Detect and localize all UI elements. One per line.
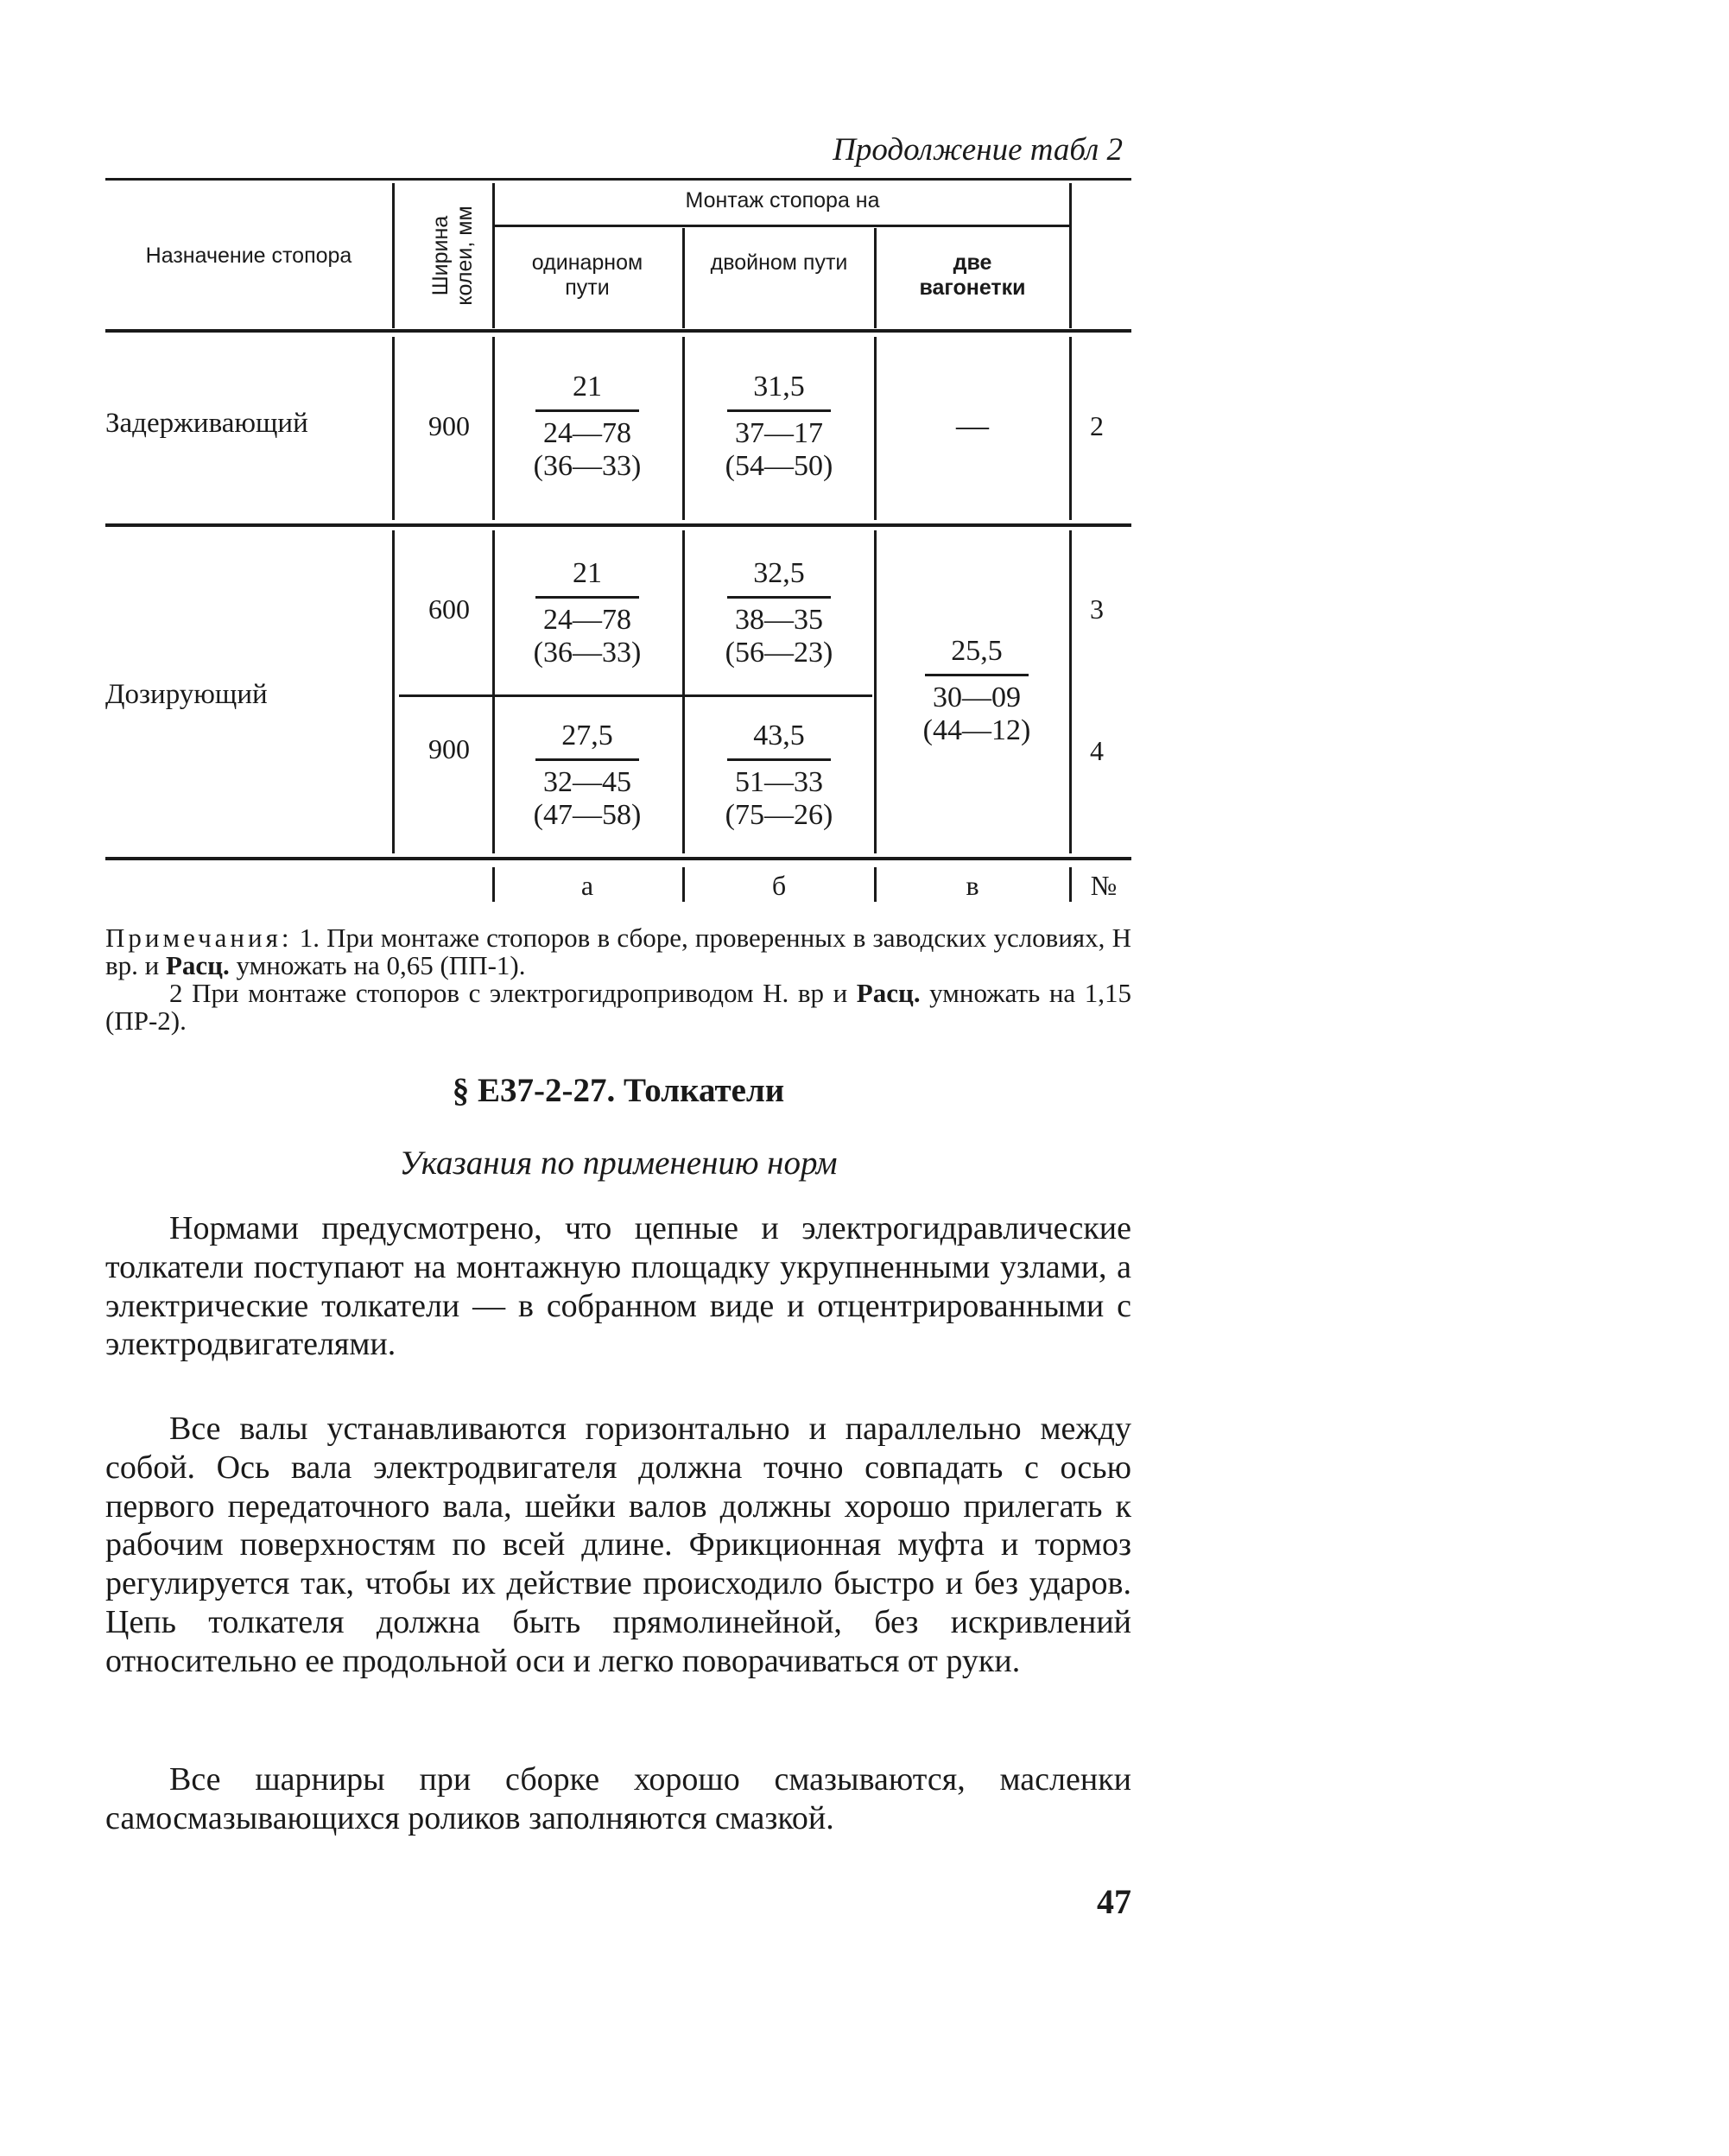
column-number-header: № (1090, 870, 1118, 901)
norm-time: 32,5 (753, 557, 805, 589)
footer-tick (874, 867, 877, 902)
fraction-bar (727, 596, 831, 599)
norm-time: 31,5 (753, 371, 805, 403)
rate: 38—35 (735, 604, 823, 636)
col-line-3 (682, 337, 685, 520)
rate: 24—78 (543, 604, 631, 636)
header-rule (105, 329, 1131, 333)
fraction-bar (727, 758, 831, 761)
note-1-bold: Расц. (165, 950, 230, 980)
col-line-1 (392, 530, 395, 853)
row-number: 2 (1090, 410, 1104, 441)
row-name-holding: Задерживающий (105, 408, 308, 439)
norm-time: 25,5 (951, 635, 1003, 667)
norm-cell-b (710, 368, 848, 483)
header-purpose: Назначение стопора (145, 244, 352, 268)
row-number: 3 (1090, 593, 1104, 625)
norm-cell-b (710, 717, 848, 832)
norm-time: 27,5 (561, 720, 613, 751)
rate: 32—45 (543, 766, 631, 798)
rate: 24—78 (543, 417, 631, 449)
fraction-bar (535, 596, 639, 599)
notes-label: Примечания: (105, 923, 293, 953)
rate-alt: (36—33) (533, 450, 642, 482)
rate-alt: (75—26) (725, 799, 833, 831)
footer-tick (1069, 867, 1072, 902)
empty-cell-dash: — (956, 408, 989, 444)
norm-time: 21 (573, 557, 602, 589)
body-paragraph-3 (105, 1760, 1131, 1838)
column-code-c: в (966, 870, 979, 901)
rate-alt: (54—50) (725, 450, 833, 482)
section-subtitle: Указания по применению норм (399, 1145, 838, 1182)
header-mount: Монтаж стопора на (685, 188, 880, 212)
rate-alt: (44—12) (922, 714, 1031, 746)
footer-tick (682, 867, 685, 902)
body-paragraph-2 (105, 1410, 1131, 1681)
norm-cell-a (518, 555, 656, 669)
paragraph-text: Все шарниры при сборке хорошо смазываются, масленки самосмазывающихся роликов заполняются смазкой. (105, 1761, 1131, 1836)
col-line-4 (874, 228, 877, 328)
fraction-bar (535, 758, 639, 761)
table-notes (105, 924, 1131, 1035)
rate-alt: (56—23) (725, 637, 833, 669)
row-number: 4 (1090, 735, 1104, 766)
rate: 30—09 (933, 682, 1021, 713)
note-2 (105, 980, 1131, 1035)
note-2-text: 2 При монтаже стопоров с электрогидроприводом Н. вр и (169, 978, 857, 1008)
header-single-track: одинарном пути (531, 250, 643, 300)
header-two-carts: две вагонетки (919, 250, 1026, 300)
rate-alt: (36—33) (533, 637, 642, 669)
col-line-2 (492, 337, 495, 520)
header-gauge (392, 197, 513, 314)
table-continuation-label: Продолжение табл 2 (833, 132, 1123, 168)
norm-cell-a (518, 368, 656, 483)
note-2-tail: умножать на 1,15 (ПР-2). (105, 978, 1132, 1036)
paragraph-text: Нормами предусмотрено, что цепные и электрогидравлические толкатели поступают на монтажную площадку укрупненными узлами, а электрические толкатели — в собранном виде и отцентрированными с электродвигателями. (105, 1210, 1131, 1363)
col-line-5 (1069, 530, 1072, 853)
note-2-bold: Расц. (856, 978, 921, 1008)
row-separator (105, 523, 1131, 527)
fraction-bar (727, 409, 831, 412)
section-title: § Е37-2-27. Толкатели (452, 1072, 785, 1109)
table-bottom-rule (105, 857, 1131, 860)
norm-time: 43,5 (753, 720, 805, 751)
col-line-3 (682, 228, 685, 328)
note-1-tail: умножать на 0,65 (ПП-1). (229, 950, 526, 980)
page-number: 47 (1097, 1882, 1131, 1921)
col-line-5 (1069, 337, 1072, 520)
norm-cell-c (903, 632, 1050, 747)
col-line-4 (874, 337, 877, 520)
col-line-3 (682, 530, 685, 853)
rate: 37—17 (735, 417, 823, 449)
norm-cell-a (518, 717, 656, 832)
col-line-1 (392, 337, 395, 520)
rate: 51—33 (735, 766, 823, 798)
gauge-cell: 600 (428, 593, 470, 625)
fraction-bar (925, 674, 1029, 676)
note-1-text: 1. При монтаже стопоров в сборе, проверенных в заводских условиях, Н вр. и (105, 923, 1131, 980)
norm-time: 21 (573, 371, 602, 403)
footer-tick (492, 867, 495, 902)
row-name-dozing: Дозирующий (105, 679, 268, 710)
column-code-a: а (580, 870, 594, 901)
dozing-split-rule (399, 694, 872, 697)
gauge-cell: 900 (428, 733, 470, 764)
paragraph-text: Все валы устанавливаются горизонтально и параллельно между собой. Ось вала электродвигателя должна точно совпадать с осью первого передаточного вала, шейки валов должны хорошо прилегать к рабочим поверхностям по всей длине. Фрикционная муфта и тормоз регулируется так, чтобы их действие происходило быстро и без ударов. Цепь толкателя должна быть прямолинейной, без искривлений относительно ее продольной оси и легко поворачиваться от руки. (105, 1411, 1131, 1679)
norm-cell-b (710, 555, 848, 669)
rate-alt: (47—58) (533, 799, 642, 831)
header-gauge-label: Ширина колеи, мм (428, 206, 477, 306)
mount-subheader-rule (494, 225, 1071, 227)
table-top-rule (105, 178, 1131, 181)
column-code-b: б (771, 870, 787, 901)
note-1 (105, 924, 1131, 980)
col-line-4 (874, 530, 877, 853)
fraction-bar (535, 409, 639, 412)
header-double-track: двойном пути (710, 250, 848, 275)
col-line-2 (492, 530, 495, 853)
body-paragraph-1 (105, 1209, 1131, 1364)
gauge-cell: 900 (428, 410, 470, 441)
